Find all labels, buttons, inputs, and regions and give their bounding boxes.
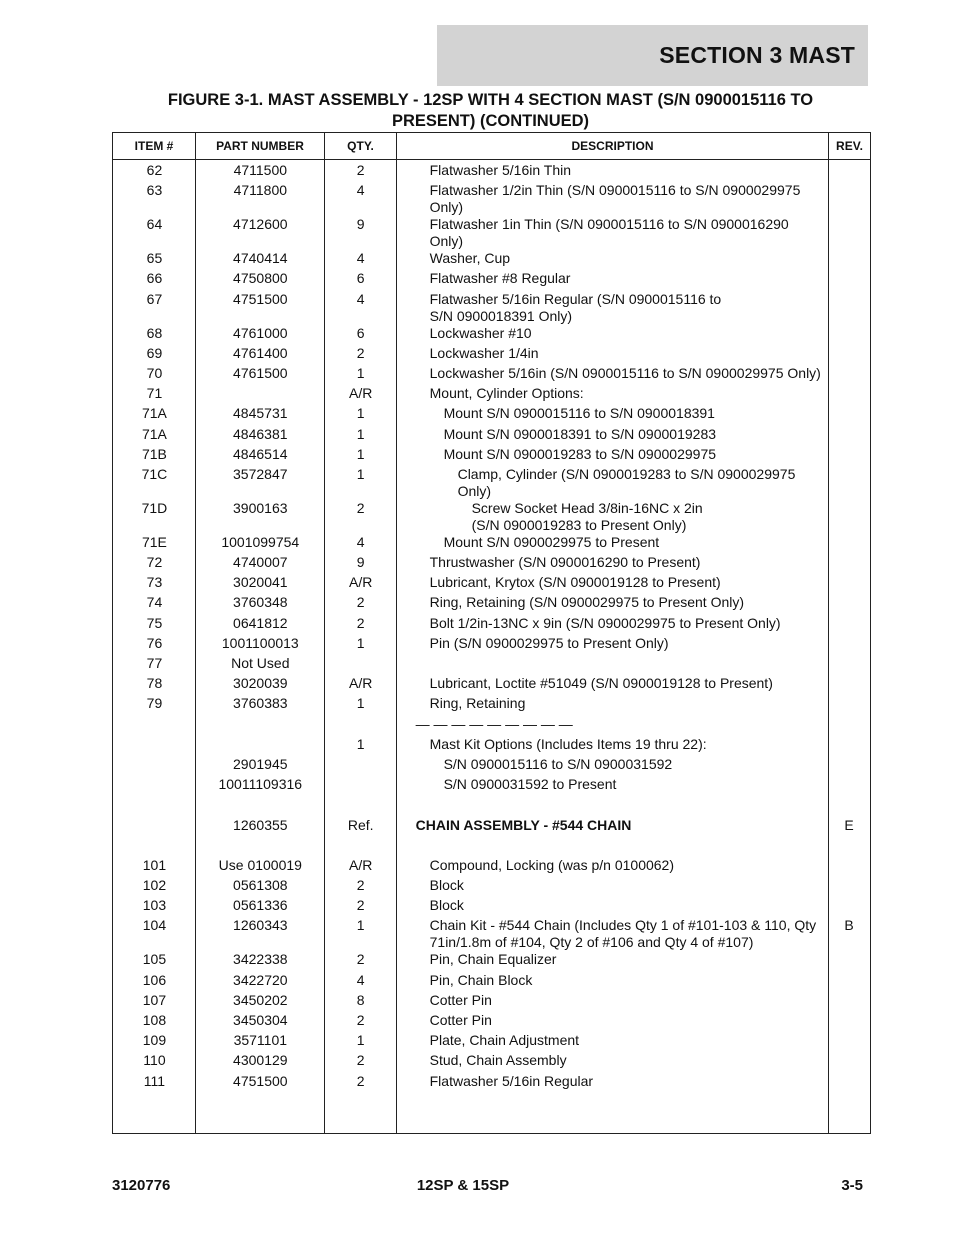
item-number: 102: [142, 877, 167, 894]
table-row: [113, 655, 870, 675]
part-number: 0641812: [233, 614, 288, 631]
description-line: Thrustwasher (S/N 0900016290 to Present): [429, 554, 701, 571]
item-number: 65: [146, 250, 163, 267]
item-number: 107: [142, 991, 167, 1008]
section-header: [437, 25, 868, 86]
part-number: 0561308: [233, 877, 288, 894]
quantity: 9: [356, 554, 365, 571]
table-row: [113, 534, 870, 554]
quantity: A/R: [349, 574, 373, 591]
table-row: [113, 1032, 870, 1052]
header-qty: QTY.: [325, 133, 397, 160]
quantity: 1: [356, 364, 365, 381]
description: [397, 426, 828, 443]
description-line: S/N 0900015116 to S/N 0900031592: [443, 755, 673, 772]
description-line: Pin, Chain Block: [429, 971, 533, 988]
item-number: 101: [142, 856, 167, 873]
quantity: 2: [356, 344, 365, 361]
table-row: [113, 951, 870, 971]
table-row: [113, 615, 870, 635]
footer-page-number: 3-5: [841, 1177, 863, 1194]
description-line: Mast Kit Options (Includes Items 19 thru 22):: [429, 735, 707, 752]
part-number: 4846514: [233, 445, 288, 462]
table-row: [113, 385, 870, 405]
table-row: [113, 917, 870, 951]
part-number: 3571101: [233, 1032, 288, 1049]
item-number: 71D: [141, 499, 168, 516]
quantity: 2: [356, 897, 365, 914]
description: [397, 250, 828, 267]
description-line: Mount S/N 0900019283 to S/N 0900029975: [443, 445, 717, 462]
table-row: [113, 897, 870, 917]
description: [397, 1012, 828, 1029]
revision: E: [844, 816, 854, 833]
item-number: 78: [146, 675, 163, 692]
footer-model: 12SP & 15SP: [416, 1177, 510, 1194]
item-number: 109: [142, 1032, 167, 1049]
description-line: Flatwasher 5/16in Regular: [429, 1072, 594, 1089]
quantity: 2: [356, 951, 365, 968]
item-number: 62: [146, 162, 163, 178]
description-line: 71in/1.8m of #104, Qty 2 of #106 and Qty 4 of #107): [429, 934, 754, 951]
part-number: Not Used: [231, 655, 290, 671]
table-row: [113, 776, 870, 796]
description: [397, 270, 828, 287]
table-row: [113, 695, 870, 715]
quantity: 4: [356, 250, 365, 267]
description: [397, 857, 828, 874]
item-number: 108: [142, 1012, 167, 1028]
table-row: [113, 250, 870, 270]
footer-doc-number: 3120776: [112, 1177, 171, 1194]
quantity: 1: [356, 695, 365, 712]
item-number: 74: [146, 594, 163, 611]
quantity: 6: [356, 270, 365, 287]
table-row: [113, 877, 870, 897]
description-line: Washer, Cup: [429, 250, 511, 267]
quantity: 1: [356, 1032, 365, 1049]
part-number: 4711500: [233, 162, 288, 178]
quantity: 2: [356, 1012, 365, 1028]
part-number: 4740007: [233, 554, 288, 571]
item-number: 104: [142, 917, 167, 934]
description-line: Pin (S/N 0900029975 to Present Only): [429, 634, 669, 651]
description-line: Only): [429, 233, 464, 250]
description-line: Compound, Locking (was p/n 0100062): [429, 856, 675, 873]
description-line: Screw Socket Head 3/8in-16NC x 2in: [471, 499, 703, 516]
part-number: 0561336: [233, 897, 288, 914]
item-number: 71A: [141, 425, 167, 442]
description-line: Chain Kit - #544 Chain (Includes Qty 1 of #101-103 & 110, Qty: [429, 917, 817, 934]
item-number: 79: [146, 695, 163, 712]
part-number: 3450304: [233, 1012, 288, 1028]
table-row: [113, 992, 870, 1012]
table-row: [113, 972, 870, 992]
quantity: 1: [356, 634, 365, 651]
description: [397, 897, 828, 914]
figure-title-line-1: FIGURE 3-1. MAST ASSEMBLY - 12SP WITH 4 SECTION MAST (S/N 0900015116 TO: [167, 91, 814, 109]
spacer-row: [113, 837, 870, 857]
description: [397, 365, 828, 382]
part-number: 3900163: [233, 499, 288, 516]
item-number: 71B: [141, 445, 167, 462]
item-number: 67: [146, 290, 163, 307]
description: [397, 635, 828, 652]
table-row: [113, 500, 870, 534]
item-number: 77: [146, 655, 163, 671]
description: [397, 716, 828, 733]
description: [397, 756, 828, 773]
description-line: Block: [429, 877, 464, 894]
item-number: 110: [143, 1052, 166, 1069]
description-line: Lockwasher #10: [429, 324, 532, 341]
table-row: [113, 817, 870, 837]
description-line: Lockwasher 5/16in (S/N 0900015116 to S/N 0900029975 Only): [429, 364, 821, 381]
part-number: 3450202: [233, 991, 288, 1008]
header-part-number: PART NUMBER: [196, 133, 325, 160]
item-number: 105: [142, 951, 167, 968]
description: [397, 446, 828, 463]
quantity: 4: [356, 182, 365, 199]
item-number: 64: [146, 216, 163, 233]
quantity: 1: [356, 405, 365, 422]
quantity: 2: [356, 594, 365, 611]
item-number: 68: [146, 324, 163, 341]
description-line: S/N 0900031592 to Present: [443, 776, 617, 793]
part-number: 4711800: [233, 182, 288, 199]
part-number: Use 0100019: [218, 856, 302, 873]
description-line: Mount S/N 0900018391 to S/N 0900019283: [443, 425, 717, 442]
part-number: 10011109316: [218, 776, 303, 793]
part-number: 1001099754: [221, 533, 300, 550]
description-line: Ring, Retaining (S/N 0900029975 to Present Only): [429, 594, 745, 611]
figure-title: [112, 90, 869, 132]
part-number: 4845731: [233, 405, 288, 422]
part-number: 3422338: [233, 951, 288, 968]
table-row: [113, 365, 870, 385]
description: [397, 345, 828, 362]
description-line: Flatwasher 5/16in Thin: [429, 162, 571, 178]
quantity: 2: [356, 1072, 365, 1089]
table-row: [113, 1073, 870, 1093]
description-line: Lubricant, Loctite #51049 (S/N 0900019128 to Present): [429, 675, 773, 692]
quantity: 2: [356, 162, 365, 178]
description: [397, 554, 828, 571]
description-line: Pin, Chain Equalizer: [429, 951, 557, 968]
part-number: 3760348: [233, 594, 288, 611]
part-number: 4740414: [233, 250, 288, 267]
description: [397, 1032, 828, 1049]
description-line: (S/N 0900019283 to Present Only): [471, 516, 687, 533]
part-number: 1260343: [233, 917, 288, 934]
part-number: 4750800: [233, 270, 288, 287]
description-line: CHAIN ASSEMBLY - #544 CHAIN: [415, 816, 632, 833]
description: [397, 534, 828, 551]
quantity: A/R: [349, 675, 373, 692]
part-number: 4761000: [233, 324, 288, 341]
table-body: [113, 160, 871, 1134]
table-rows: [113, 162, 870, 1093]
figure-title-line-2: PRESENT) (CONTINUED): [391, 112, 590, 130]
item-number: 76: [146, 634, 163, 651]
description: [397, 182, 828, 216]
table-row: [113, 675, 870, 695]
description: [397, 574, 828, 591]
item-number: 106: [142, 971, 167, 988]
description-line: Only): [429, 199, 464, 216]
description: [397, 1052, 828, 1069]
description-line: Lubricant, Krytox (S/N 0900019128 to Present): [429, 574, 721, 591]
description-line: Lockwasher 1/4in: [429, 344, 539, 361]
item-number: 71A: [141, 405, 167, 422]
description-line: S/N 0900018391 Only): [429, 307, 573, 324]
table-row: [113, 756, 870, 776]
table-row: [113, 736, 870, 756]
quantity: 4: [356, 290, 365, 307]
section-title: SECTION 3 MAST: [659, 42, 855, 68]
table-row: [113, 1012, 870, 1032]
quantity: 1: [356, 735, 365, 752]
description: [397, 162, 828, 179]
part-number: 4761400: [233, 344, 288, 361]
description: [397, 736, 828, 753]
header-rev: REV.: [829, 133, 871, 160]
quantity: 2: [356, 877, 365, 894]
table-row: [113, 291, 870, 325]
description: [397, 405, 828, 422]
item-number: 72: [146, 554, 163, 571]
table-row: [113, 554, 870, 574]
description-line: Flatwasher #8 Regular: [429, 270, 571, 287]
quantity: 4: [356, 971, 365, 988]
quantity: 2: [356, 499, 365, 516]
table-row: [113, 345, 870, 365]
quantity: 2: [356, 614, 365, 631]
spacer-row: [113, 796, 870, 816]
description-line: Mount S/N 0900015116 to S/N 0900018391: [443, 405, 715, 422]
part-number: 1260355: [233, 816, 288, 833]
description: [397, 951, 828, 968]
table-row: [113, 1052, 870, 1072]
quantity: 1: [356, 917, 365, 934]
description-line: Plate, Chain Adjustment: [429, 1032, 580, 1049]
header-description: DESCRIPTION: [397, 133, 829, 160]
header-item: ITEM #: [113, 133, 196, 160]
part-number: 4300129: [233, 1052, 288, 1069]
table-row: [113, 635, 870, 655]
table-row: [113, 594, 870, 614]
item-number: 103: [142, 897, 167, 914]
description-line: Ring, Retaining: [429, 695, 526, 712]
description-line: Flatwasher 1/2in Thin (S/N 0900015116 to S/N 0900029975: [429, 182, 801, 199]
quantity: 4: [356, 533, 365, 550]
description: [397, 972, 828, 989]
quantity: A/R: [349, 385, 373, 402]
item-number: 111: [143, 1072, 166, 1089]
description: [397, 992, 828, 1009]
table-row: [113, 426, 870, 446]
quantity: 1: [356, 425, 365, 442]
table-row: [113, 162, 870, 182]
table-row: [113, 325, 870, 345]
description-line: Cotter Pin: [429, 1012, 492, 1028]
item-number: 71C: [141, 465, 168, 482]
description: [397, 817, 828, 834]
description: [397, 695, 828, 712]
description-line: Bolt 1/2in-13NC x 9in (S/N 0900029975 to Present Only): [429, 614, 781, 631]
description-line: Block: [429, 897, 464, 914]
quantity: 1: [356, 445, 365, 462]
description-line: — — — — — — — — —: [415, 715, 573, 732]
table-row: [113, 446, 870, 466]
item-number: 63: [146, 182, 163, 199]
quantity: 9: [356, 216, 365, 233]
table-row: [113, 716, 870, 736]
quantity: 2: [356, 1052, 365, 1069]
description-line: Only): [457, 482, 492, 499]
description: [397, 615, 828, 632]
part-number: 3422720: [233, 971, 288, 988]
quantity: Ref.: [347, 816, 374, 833]
table-row: [113, 857, 870, 877]
description: [397, 917, 828, 951]
description-line: Mount S/N 0900029975 to Present: [443, 533, 660, 550]
parts-table: [112, 132, 871, 1134]
description-line: Cotter Pin: [429, 991, 492, 1008]
description: [397, 500, 828, 534]
item-number: 66: [146, 270, 163, 287]
description-line: Flatwasher 5/16in Regular (S/N 0900015116 to: [429, 290, 722, 307]
part-number: 3760383: [233, 695, 288, 712]
quantity: 8: [356, 991, 365, 1008]
description-line: Mount, Cylinder Options:: [429, 385, 584, 402]
table-header-row: [113, 133, 871, 160]
description: [397, 594, 828, 611]
part-number: 4751500: [233, 1072, 288, 1089]
description-line: Clamp, Cylinder (S/N 0900019283 to S/N 0900029975: [457, 465, 796, 482]
item-number: 69: [146, 344, 163, 361]
table-row: [113, 466, 870, 500]
part-number: 2901945: [233, 755, 288, 772]
item-number: 75: [146, 614, 163, 631]
part-number: 3020041: [233, 574, 288, 591]
description: [397, 877, 828, 894]
description: [397, 675, 828, 692]
quantity: A/R: [349, 856, 373, 873]
description: [397, 776, 828, 793]
part-number: 3020039: [233, 675, 288, 692]
description-line: Stud, Chain Assembly: [429, 1052, 567, 1069]
description: [397, 291, 828, 325]
item-number: 70: [146, 364, 163, 381]
quantity: 1: [356, 465, 365, 482]
part-number: 4846381: [233, 425, 288, 442]
description: [397, 325, 828, 342]
description: [397, 385, 828, 402]
part-number: 1001100013: [221, 634, 299, 651]
table-row: [113, 182, 870, 216]
revision: B: [844, 917, 854, 934]
table-row: [113, 405, 870, 425]
item-number: 71: [146, 385, 163, 402]
item-number: 73: [146, 574, 163, 591]
part-number: 4712600: [233, 216, 288, 233]
table-row: [113, 270, 870, 290]
description: [397, 1073, 828, 1090]
quantity: 6: [356, 324, 365, 341]
description-line: Flatwasher 1in Thin (S/N 0900015116 to S/N 0900016290: [429, 216, 789, 233]
description: [397, 216, 828, 250]
table-row: [113, 574, 870, 594]
item-number: 71E: [141, 533, 167, 550]
part-number: 3572847: [233, 465, 288, 482]
description: [397, 466, 828, 500]
table-row: [113, 216, 870, 250]
part-number: 4761500: [233, 364, 288, 381]
part-number: 4751500: [233, 290, 288, 307]
